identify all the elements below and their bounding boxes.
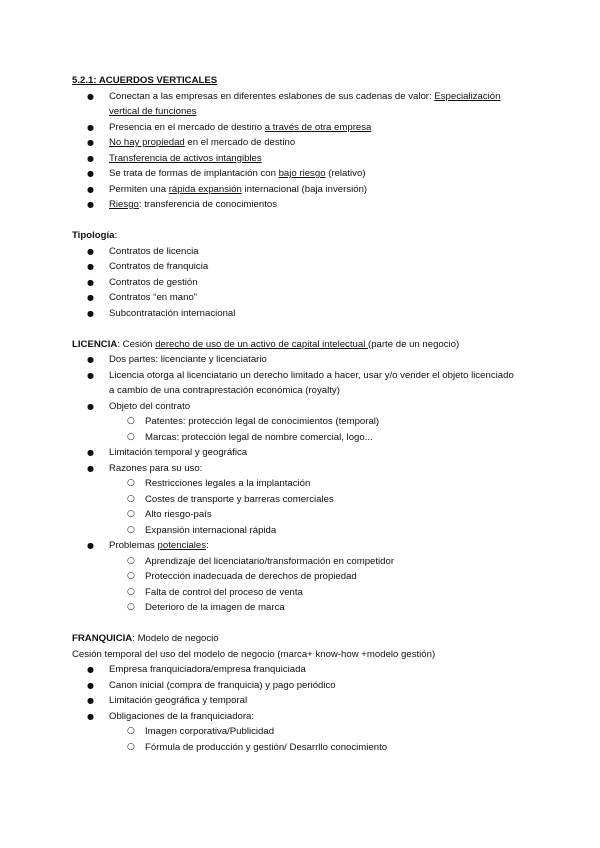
sub-list-item: ○ Patentes: protección legal de conocimientos (temporal) [72,414,532,430]
list-item: ● Canon inicial (compra de franquicia) y pago periódico [72,678,532,694]
sub-list-item: ○ Protección inadecuada de derechos de propiedad [72,569,532,585]
sub-list-item: ○ Falta de control del proceso de venta [72,585,532,601]
list-item: ● Dos partes: licenciante y licenciatario [72,352,532,368]
sub-list-item: ○ Fórmula de producción y gestión/ Desarrllo conocimiento [72,740,532,756]
tipologia-heading: Tipología: [72,230,118,241]
list-item: ● Contratos de gestión [72,275,532,291]
acuerdos-list [72,89,532,213]
sub-list-item: ○ Costes de transporte y barreras comerciales [72,492,532,508]
franquicia-list [72,662,532,755]
list-item: ● Licencia otorga al licenciatario un derecho limitado a hacer, usar y/o vender el objeto licenciado a cambio de una contraprestación económica (royalty) [72,368,519,399]
list-item: ● Limitación geográfica y temporal [72,693,532,709]
list-item: ● Contratos de licencia [72,244,532,260]
licencia-list [72,352,532,616]
list-item: ● Empresa franquiciadora/empresa franquiciada [72,662,532,678]
list-item: ● Contratos de franquicia [72,259,532,275]
list-item: ● Obligaciones de la franquiciadora: [72,709,532,725]
list-item: ● Permiten una rápida expansión internacional (baja inversión) [72,182,532,198]
list-item: ● Objeto del contrato [72,399,532,415]
franquicia-intro: FRANQUICIA: Modelo de negocio [72,633,219,644]
sub-list-item: ○ Alto riesgo-país [72,507,532,523]
list-item: ● Riesgo: transferencia de conocimientos [72,197,532,213]
list-item: ● Subcontratación internacional [72,306,532,322]
tipologia-list [72,244,532,322]
section-heading: 5.2.1: ACUERDOS VERTICALES [72,75,218,86]
franquicia-description: Cesión temporal del uso del modelo de negocio (marca+ know-how +modelo gestión) [72,648,436,660]
list-item: ● Transferencia de activos intangibles [72,151,532,167]
sub-list-item: ○ Marcas: protección legal de nombre comercial, logo... [72,430,532,446]
sub-list-item: ○ Expansión internacional rápida [72,523,532,539]
list-item: ● Se trata de formas de implantación con bajo riesgo (relativo) [72,166,532,182]
sub-list-item: ○ Deterioro de la imagen de marca [72,600,532,616]
document-body [72,73,532,755]
list-item: ● Problemas potenciales: [72,538,532,554]
list-item: ● Limitación temporal y geográfica [72,445,532,461]
sub-list-item: ○ Aprendizaje del licenciatario/transformación en competidor [72,554,532,570]
sub-list-item: ○ Imagen corporativa/Publicidad [72,724,532,740]
list-item: ● Presencia en el mercado de destino a través de otra empresa [72,120,532,136]
list-item: ● No hay propiedad en el mercado de destino [72,135,532,151]
licencia-intro: LICENCIA: Cesión derecho de uso de un activo de capital intelectual (parte de un negocio) [72,338,460,350]
list-item: ● Conectan a las empresas en diferentes eslabones de sus cadenas de valor: Especialización vertical de funciones [72,89,519,120]
sub-list-item: ○ Restricciones legales a la implantación [72,476,532,492]
list-item: ● Contratos “en mano” [72,290,532,306]
list-item: ● Razones para su uso: [72,461,532,477]
